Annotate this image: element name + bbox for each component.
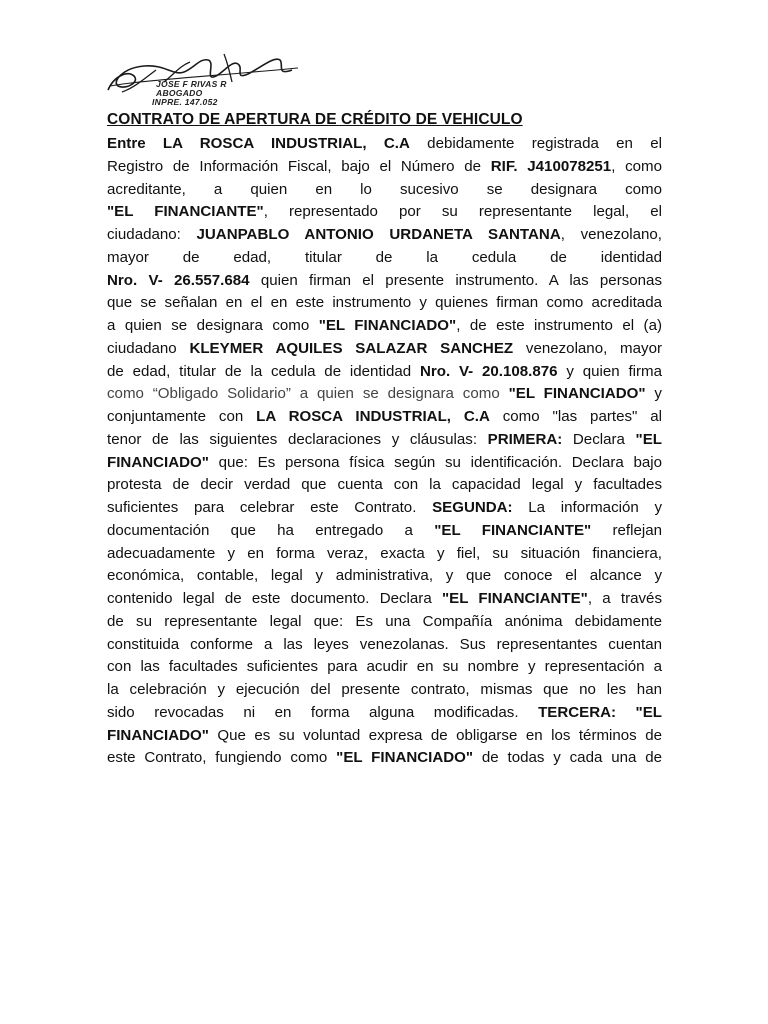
text-line <box>107 588 662 611</box>
bold-text: "EL <box>635 430 662 448</box>
text-span: y <box>645 385 662 403</box>
text-line <box>107 429 662 452</box>
bold-text: FINANCIADO" <box>107 453 209 471</box>
text-span: documentación que ha entregado a <box>107 521 435 539</box>
bold-text: LA ROSCA INDUSTRIAL, C.A <box>256 408 490 425</box>
text-span: Que es su voluntad expresa de obligarse en los términos de <box>208 726 662 744</box>
text-span: , representado por su representante legal, el <box>263 203 662 221</box>
text-span: a quien se designara como <box>107 317 319 334</box>
text-span: económica, contable, legal y administrativa, y que conoce el alcance y <box>107 567 662 585</box>
text-line <box>107 338 662 361</box>
text-line <box>107 634 662 657</box>
contract-body <box>107 133 662 770</box>
text-span: de edad, titular de la cedula de identidad <box>107 362 420 380</box>
text-line <box>107 474 662 497</box>
text-span: conjuntamente con <box>107 408 257 425</box>
text-line <box>107 406 662 429</box>
text-span: , a través <box>587 590 662 607</box>
text-span: de su representante legal que: Es una Compañía anónima debidamente <box>107 612 662 630</box>
text-span: adecuadamente y en forma veraz, exacta y fiel, su situación financiera, <box>107 544 662 562</box>
text-line <box>107 611 662 634</box>
text-span: , de este instrumento el (a) <box>456 317 662 334</box>
text-line <box>107 315 662 338</box>
text-span: tenor de las siguientes declaraciones y cláusulas: <box>107 430 488 448</box>
text-line <box>107 747 662 770</box>
text-span: quien firman el presente instrumento. A las personas <box>249 271 662 289</box>
bold-text: KLEYMER AQUILES SALAZAR SANCHEZ <box>189 339 514 357</box>
stamp-name: JOSE F RIVAS R <box>156 79 227 89</box>
bold-text: FINANCIADO" <box>107 726 209 744</box>
bold-text: Entre LA ROSCA INDUSTRIAL, C.A <box>107 135 410 152</box>
text-line <box>107 133 662 156</box>
text-line <box>107 156 662 179</box>
text-span: mayor de edad, titular de la cedula de identidad <box>107 248 662 266</box>
bold-text: TERCERA: "EL <box>538 703 662 721</box>
bold-text: SEGUNDA: <box>432 499 513 516</box>
bold-text: JUANPABLO ANTONIO URDANETA SANTANA <box>196 226 561 243</box>
text-span: suficientes para celebrar este Contrato. <box>107 499 433 516</box>
bold-text: "EL FINANCIANTE" <box>434 521 592 539</box>
text-span: que se señalan en el en este instrumento y quienes firman como acreditada <box>107 294 662 312</box>
text-line <box>107 179 662 202</box>
text-line <box>107 725 662 748</box>
text-span: Declara <box>562 430 636 448</box>
bold-text: Nro. V- 20.108.876 <box>419 362 558 380</box>
text-span: como “Obligado Solidario” a quien se designara como <box>107 385 509 403</box>
text-line <box>107 201 662 224</box>
lawyer-stamp <box>104 46 304 108</box>
bold-text: PRIMERA: <box>487 430 563 448</box>
text-line <box>107 565 662 588</box>
text-span: y quien firma <box>557 362 662 380</box>
bold-text: "EL FINANCIANTE" <box>107 203 264 221</box>
text-line <box>107 383 662 406</box>
text-span: la celebración y ejecución del presente contrato, mismas que no les han <box>107 681 662 698</box>
text-span: de todas y cada una de <box>473 749 662 767</box>
text-span: acreditante, a quien en lo sucesivo se designara como <box>107 180 662 198</box>
bold-text: Nro. V- 26.557.684 <box>107 271 250 289</box>
text-span: sido revocadas ni en forma alguna modificadas. <box>107 703 539 721</box>
text-span: La información y <box>512 499 662 516</box>
text-span: con las facultades suficientes para acudir en su nombre y representación a <box>107 658 662 676</box>
text-span: constituida conforme a las leyes venezolanas. Sus representantes cuentan <box>107 635 662 653</box>
text-line <box>107 679 662 702</box>
bold-text: "EL FINANCIADO" <box>508 385 646 403</box>
bold-text: RIF. J410078251 <box>490 157 612 175</box>
text-span: reflejan <box>591 521 662 539</box>
text-span: venezolano, mayor <box>513 339 662 357</box>
text-line <box>107 292 662 315</box>
text-span: como "las partes" al <box>489 408 662 425</box>
text-span: contenido legal de este documento. Declara <box>107 590 442 607</box>
bold-text: "EL FINANCIADO" <box>318 317 457 334</box>
stamp-inpre: INPRE. 147.052 <box>152 97 218 107</box>
text-line <box>107 270 662 293</box>
text-line <box>107 520 662 543</box>
text-line <box>107 656 662 679</box>
document-title: CONTRATO DE APERTURA DE CRÉDITO DE VEHICULO <box>107 111 523 128</box>
bold-text: "EL FINANCIANTE" <box>441 590 588 607</box>
text-span: , venezolano, <box>560 226 662 243</box>
text-span: debidamente registrada en el <box>409 135 662 152</box>
text-span: Registro de Información Fiscal, bajo el Número de <box>107 157 491 175</box>
text-span: este Contrato, fungiendo como <box>107 749 337 767</box>
text-line <box>107 702 662 725</box>
text-line <box>107 452 662 475</box>
text-span: que: Es persona física según su identificación. Declara bajo <box>208 453 662 471</box>
text-line <box>107 543 662 566</box>
text-line <box>107 247 662 270</box>
bold-text: "EL FINANCIADO" <box>336 749 474 767</box>
text-span: , como <box>611 157 662 175</box>
text-line <box>107 224 662 247</box>
text-span: ciudadano: <box>107 226 197 243</box>
text-line <box>107 361 662 384</box>
text-span: ciudadano <box>107 339 190 357</box>
text-span: protesta de decir verdad que cuenta con la capacidad legal y facultades <box>107 476 662 494</box>
text-line <box>107 497 662 520</box>
stamp-title: ABOGADO <box>156 88 203 98</box>
